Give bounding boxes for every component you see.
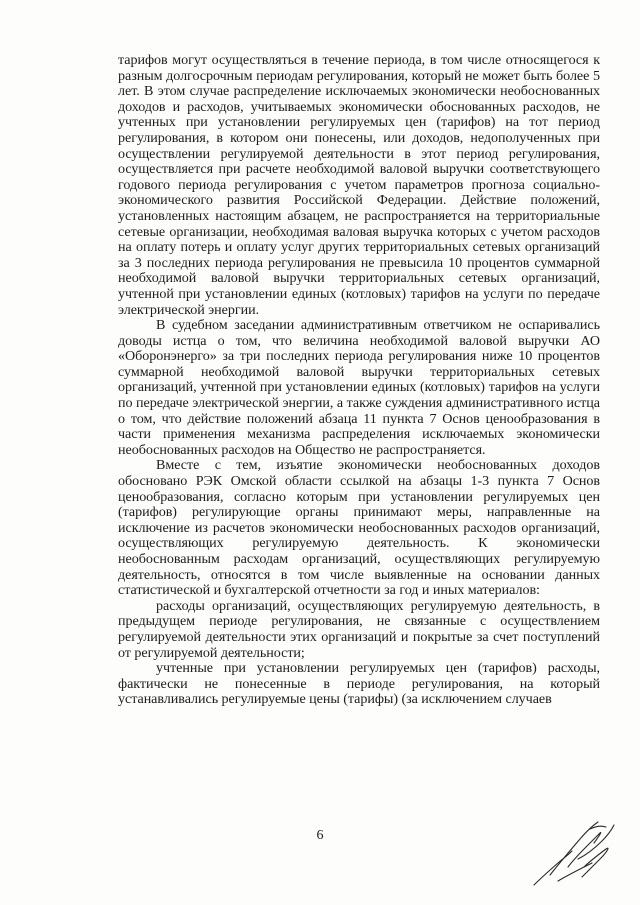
handwritten-signature xyxy=(528,815,620,891)
paragraph-list-item-accounted: учтенные при установлении регулируемых цен (тарифов) расходы, фактически не понесенные в периоде регулирования, на который устанавливались регулируемые цены (тарифы) (за исключением случаев xyxy=(118,660,600,708)
document-body xyxy=(118,53,600,708)
page-number: 6 xyxy=(316,828,324,843)
paragraph-list-item-expenses: расходы организаций, осуществляющих регулируемую деятельность, в предыдущем периоде регулирования, не связанные с осуществлением регулируемой деятельности этих организаций и покрытые за счет поступлений от регулируемой деятельности; xyxy=(118,597,600,661)
paragraph-court-hearing: В судебном заседании административным ответчиком не оспаривались доводы истца о том, что величина необходимой валовой выручки АО «Оборонэнерго» за три последних периода регулирования ниже 10 процентов суммарной необходимой валовой выручки территориальных сетевых организаций, учтенной при установлении единых (котловых) тарифов на услуги по передаче электрической энергии, а также суждения административного истца о том, что действие положений абзаца 11 пункта 7 Основ ценообразования в части применения механизма распределения исключаемых экономически необоснованных расходов на Общество не распространяется. xyxy=(118,317,600,458)
paragraph-continuation: тарифов могут осуществляться в течение периода, в том числе относящегося к разным долгосрочным периодам регулирования, который не может быть более 5 лет. В этом случае распределение исключаемых экономически необоснованных доходов и расходов, учитываемых экономически обоснованных расходов, не учтенных при установлении регулируемых цен (тарифов) на тот период регулирования, в котором они понесены, или доходов, недополученных при осуществлении регулируемой деятельности в этот период регулирования, осуществляется при расчете необходимой валовой выручки соответствующего годового периода регулирования с учетом параметров прогноза социально-экономического развития Российской Федерации. Действие положений, установленных настоящим абзацем, не распространяется на территориальные сетевые организации, необходимая валовая выручка которых с учетом расходов на оплату потерь и оплату услуг других территориальных сетевых организаций за 3 последних периода регулирования не превысила 10 процентов суммарной необходимой валовой выручки территориальных сетевых организаций, учтенной при установлении единых (котловых) тарифов на услуги по передаче электрической энергии. xyxy=(118,52,600,318)
paragraph-rek-justification: Вместе с тем, изъятие экономически необоснованных доходов обосновано РЭК Омской области ссылкой на абзацы 1-3 пункта 7 Основ ценообразования, согласно которым при установлении регулируемых цен (тарифов) регулирующие органы принимают меры, направленные на исключение из расчетов экономически необоснованных расходов организаций, осуществляющих регулируемую деятельность. К экономически необоснованным расходам организаций, осуществляющих регулируемую деятельность, относятся в том числе выявленные на основании данных статистической и бухгалтерской отчетности за год и иных материалов: xyxy=(118,457,600,599)
